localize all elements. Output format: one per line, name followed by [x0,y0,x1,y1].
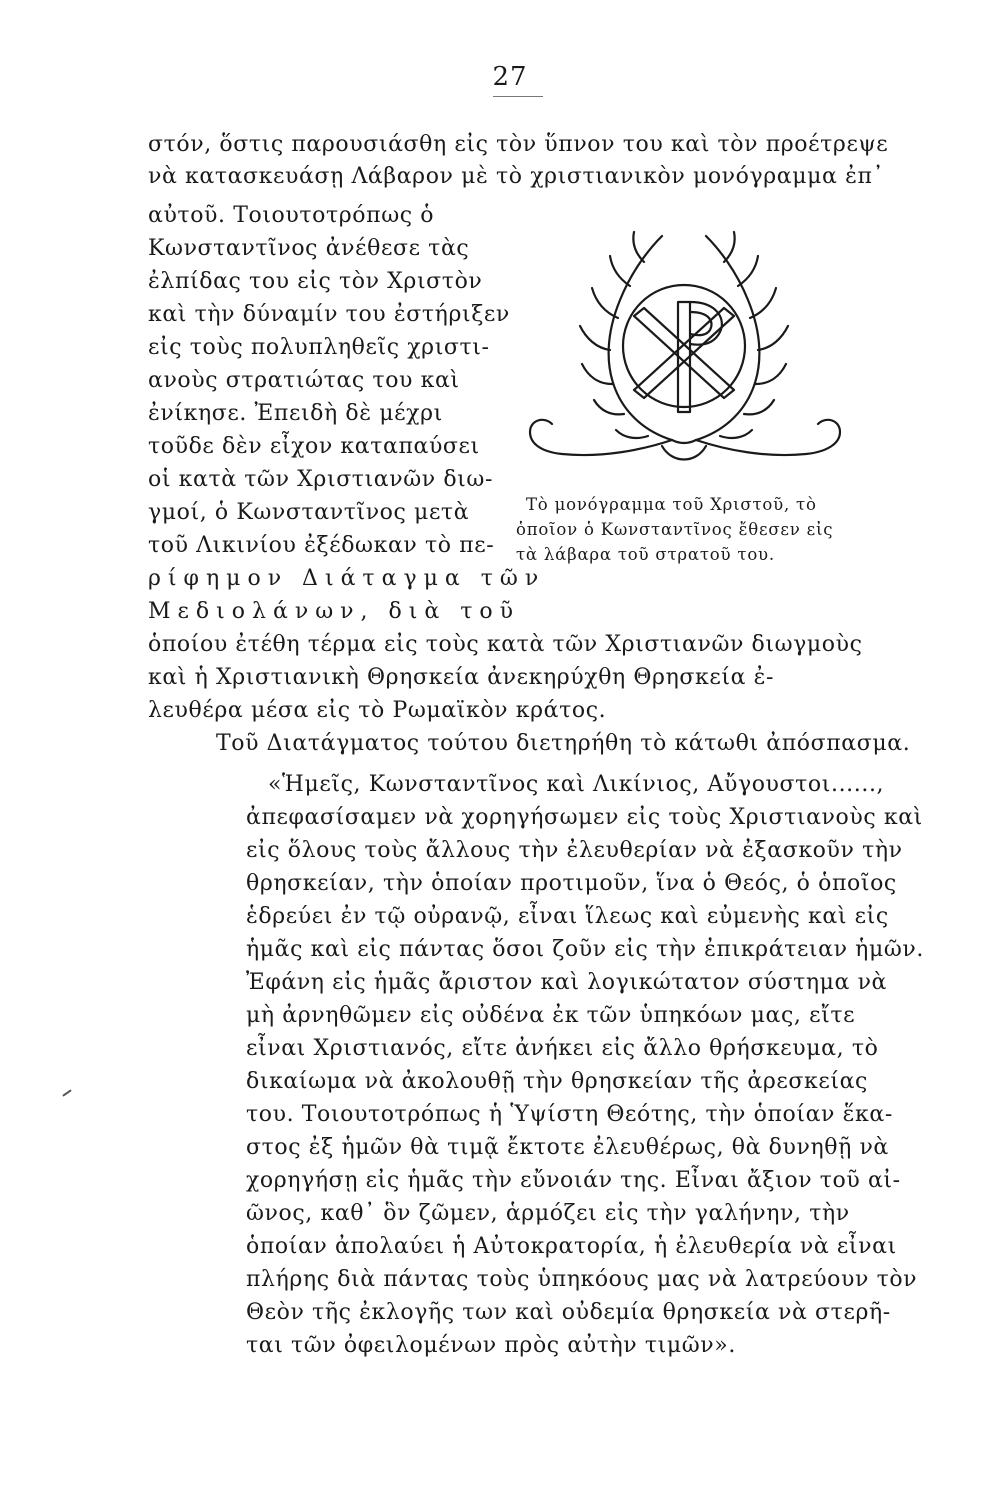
text-line: τοῦδε δὲν εἶχον καταπαύσει [148,434,480,459]
page-number-rule [493,96,543,97]
text-line: ἐλπίδας του εἰς τὸν Χριστὸν [148,269,483,294]
quote-line: ται τῶν ὀφειλομένων πρὸς αὐτὴν τιμῶν». [246,1333,736,1358]
text-line: εἰς τοὺς πολυπληθεῖς χριστι- [148,335,490,360]
text-line: τοῦ Λικινίου ἐξέδωκαν τὸ πε- [148,533,495,558]
quote-line: εἶναι Χριστιανός, εἴτε ἀνήκει εἰς ἄλλο θρήσκευμα, τὸ [246,1036,879,1061]
text-line: νὰ κατασκευάσῃ Λάβαρον μὲ τὸ χριστιανικὸν μονόγραμμα ἐπ᾿ [148,164,885,189]
scan-mark [62,1089,71,1096]
text-line: στόν, ὅστις παρουσιάσθη εἰς τὸν ὕπνον του καὶ τὸν προέτρεψε [148,132,889,157]
chi-rho-wreath-icon [522,218,862,478]
figure-caption: ὁποῖον ὁ Κωνσταντῖνος ἔθεσεν εἰς [516,520,834,539]
quote-line: Ἐφάνη εἰς ἡμᾶς ἄριστον καὶ λογικώτατον σύστημα νὰ [246,970,888,995]
quote-line: ἀπεφασίσαμεν νὰ χορηγήσωμεν εἰς τοὺς Χριστιανοὺς καὶ [246,805,923,830]
quote-line: μὴ ἀρνηθῶμεν εἰς οὐδένα ἐκ τῶν ὑπηκόων μας, εἴτε [246,1003,856,1028]
quote-line: δικαίωμα νὰ ἀκολουθῇ τὴν θρησκείαν τῆς ἀρεσκείας [246,1069,868,1094]
quote-line: εἰς ὅλους τοὺς ἄλλους τὴν ἐλευθερίαν νὰ ἐξασκοῦν τὴν [246,838,903,863]
quote-line: Θεὸν τῆς ἐκλογῆς των καὶ οὐδεμία θρησκεία νὰ στερῆ- [246,1300,891,1325]
figure-caption: Τὸ μονόγραμμα τοῦ Χριστοῦ, τὸ [526,495,817,514]
text-line: Τοῦ Διατάγματος τούτου διετηρήθη τὸ κάτωθι ἀπόσπασμα. [216,731,911,756]
text-line: καὶ τὴν δύναμίν του ἐστήριξεν [148,302,510,327]
text-line: αὐτοῦ. Τοιουτοτρόπως ὁ [148,203,435,228]
quote-line: χορηγήσῃ εἰς ἡμᾶς τὴν εὔνοιάν της. Εἶναι ἄξιον τοῦ αἰ- [246,1168,901,1193]
quote-line: ἡμᾶς καὶ εἰς πάντας ὅσοι ζοῦν εἰς τὴν ἐπικράτειαν ἡμῶν. [246,937,924,962]
text-line: Κωνσταντῖνος ἀνέθεσε τὰς [148,236,470,261]
text-line: ρίφημον Διάταγμα τῶν [148,566,546,591]
text-line: οἱ κατὰ τῶν Χριστιανῶν διω- [148,467,493,492]
text-line: ανοὺς στρατιώτας του καὶ [148,368,460,393]
quote-line: «Ἡμεῖς, Κωνσταντῖνος καὶ Λικίνιος, Αὔγουστοι......, [268,772,885,797]
text-line: ἐνίκησε. Ἐπειδὴ δὲ μέχρι [148,401,443,426]
quote-line: πλήρης διὰ πάντας τοὺς ὑπηκόους μας νὰ λατρεύουν τὸν [246,1267,918,1292]
text-line: ὁποίου ἐτέθη τέρμα εἰς τοὺς κατὰ τῶν Χριστιανῶν διωγμοὺς [148,632,863,657]
text-line: γμοί, ὁ Κωνσταντῖνος μετὰ [148,500,470,525]
text-line: λευθέρα μέσα εἰς τὸ Ρωμαϊκὸν κράτος. [148,698,607,723]
page-number: 27 [492,62,528,92]
quote-line: ῶνος, καθ᾿ ὃν ζῶμεν, ἁρμόζει εἰς τὴν γαλήνην, τὴν [246,1201,850,1226]
quote-line: ὁποίαν ἀπολαύει ἡ Αὐτοκρατορία, ἡ ἐλευθερία νὰ εἶναι [246,1234,897,1259]
figure-caption: τὰ λάβαρα τοῦ στρατοῦ του. [516,545,775,564]
text-line: Μεδιολάνων, διὰ τοῦ [148,599,521,624]
quote-line: του. Τοιουτοτρόπως ἡ Ὑψίστη Θεότης, τὴν ὁποίαν ἕκα- [246,1102,893,1127]
quote-line: θρησκείαν, τὴν ὁποίαν προτιμοῦν, ἵνα ὁ Θεός, ὁ ὁποῖος [246,871,897,896]
quote-line: ἑδρεύει ἐν τῷ οὐρανῷ, εἶναι ἵλεως καὶ εὐμενὴς καὶ εἰς [246,904,889,929]
text-line: καὶ ἡ Χριστιανικὴ Θρησκεία ἀνεκηρύχθη Θρησκεία ἐ- [148,665,775,690]
quote-line: στος ἐξ ἡμῶν θὰ τιμᾷ ἔκτοτε ἐλευθέρως, θὰ δυνηθῇ νὰ [246,1135,889,1160]
